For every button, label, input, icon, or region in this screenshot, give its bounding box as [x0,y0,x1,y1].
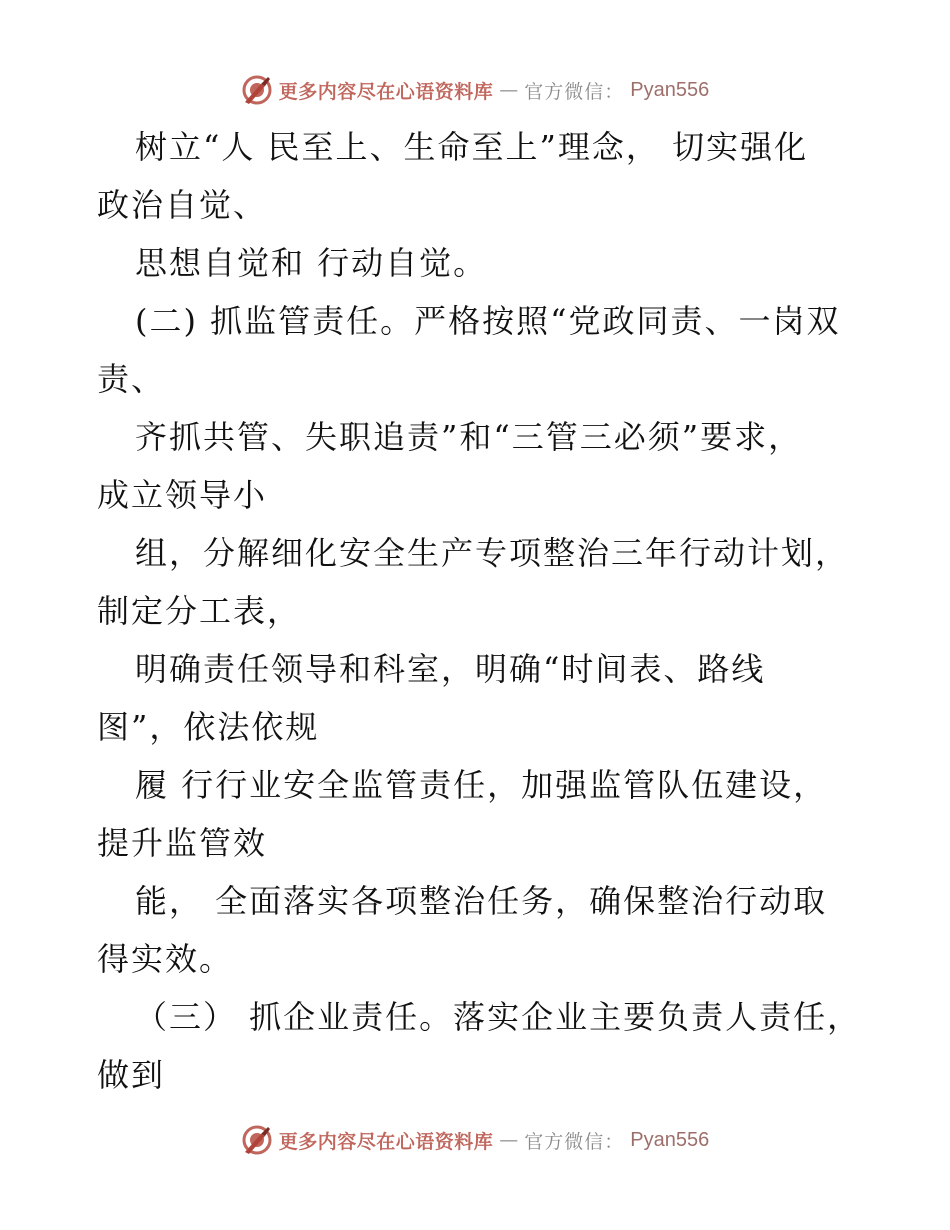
paragraph-line: 制定分工表， [97,592,302,630]
paragraph-line: 图”，依法依规 [97,708,320,746]
banner-separator: — [499,1129,519,1151]
wechat-id-text: Pyan556 [630,1128,710,1151]
paragraph-line: 能， 全面落实各项整治任务，确保整治行动取 [135,882,828,920]
paragraph-line: 政治自觉、 [97,186,268,224]
paragraph-line: 树立“人 民至上、生命至上”理念， 切实强化 [135,128,809,166]
quill-seal-icon [241,74,273,106]
paragraph-line: 成立领导小 [97,476,268,514]
banner-separator: — [499,79,519,101]
paragraph-line: 责、 [97,360,166,398]
site-name-text: 更多内容尽在心语资料库 [278,1130,494,1153]
paragraph-line: （三） 抓企业责任。落实企业主要负责人责任， [135,998,862,1036]
footer-watermark-banner [0,1120,950,1160]
wechat-id-text: Pyan556 [630,78,710,101]
paragraph-line: 履 行行业安全监管责任，加强监管队伍建设， [135,766,828,804]
paragraph-line: 做到 [97,1056,166,1094]
quill-seal-icon [241,1124,273,1156]
paragraph-line: 得实效。 [97,940,234,978]
wechat-label-text: 官方微信： [524,1130,625,1153]
paragraph-line: 思想自觉和 行动自觉。 [135,244,488,282]
site-name-text: 更多内容尽在心语资料库 [278,80,494,103]
paragraph-line: 齐抓共管、失职追责”和“三管三必须”要求， [135,418,803,456]
paragraph-line: (二) 抓监管责任。严格按照“党政同责、一岗双 [135,302,841,340]
paragraph-line: 组，分解细化安全生产专项整治三年行动计划， [135,534,850,572]
wechat-label-text: 官方微信： [524,80,625,103]
paragraph-line: 提升监管效 [97,824,268,862]
header-watermark-banner [0,70,950,110]
paragraph-line: 明确责任领导和科室，明确“时间表、路线 [135,650,766,688]
